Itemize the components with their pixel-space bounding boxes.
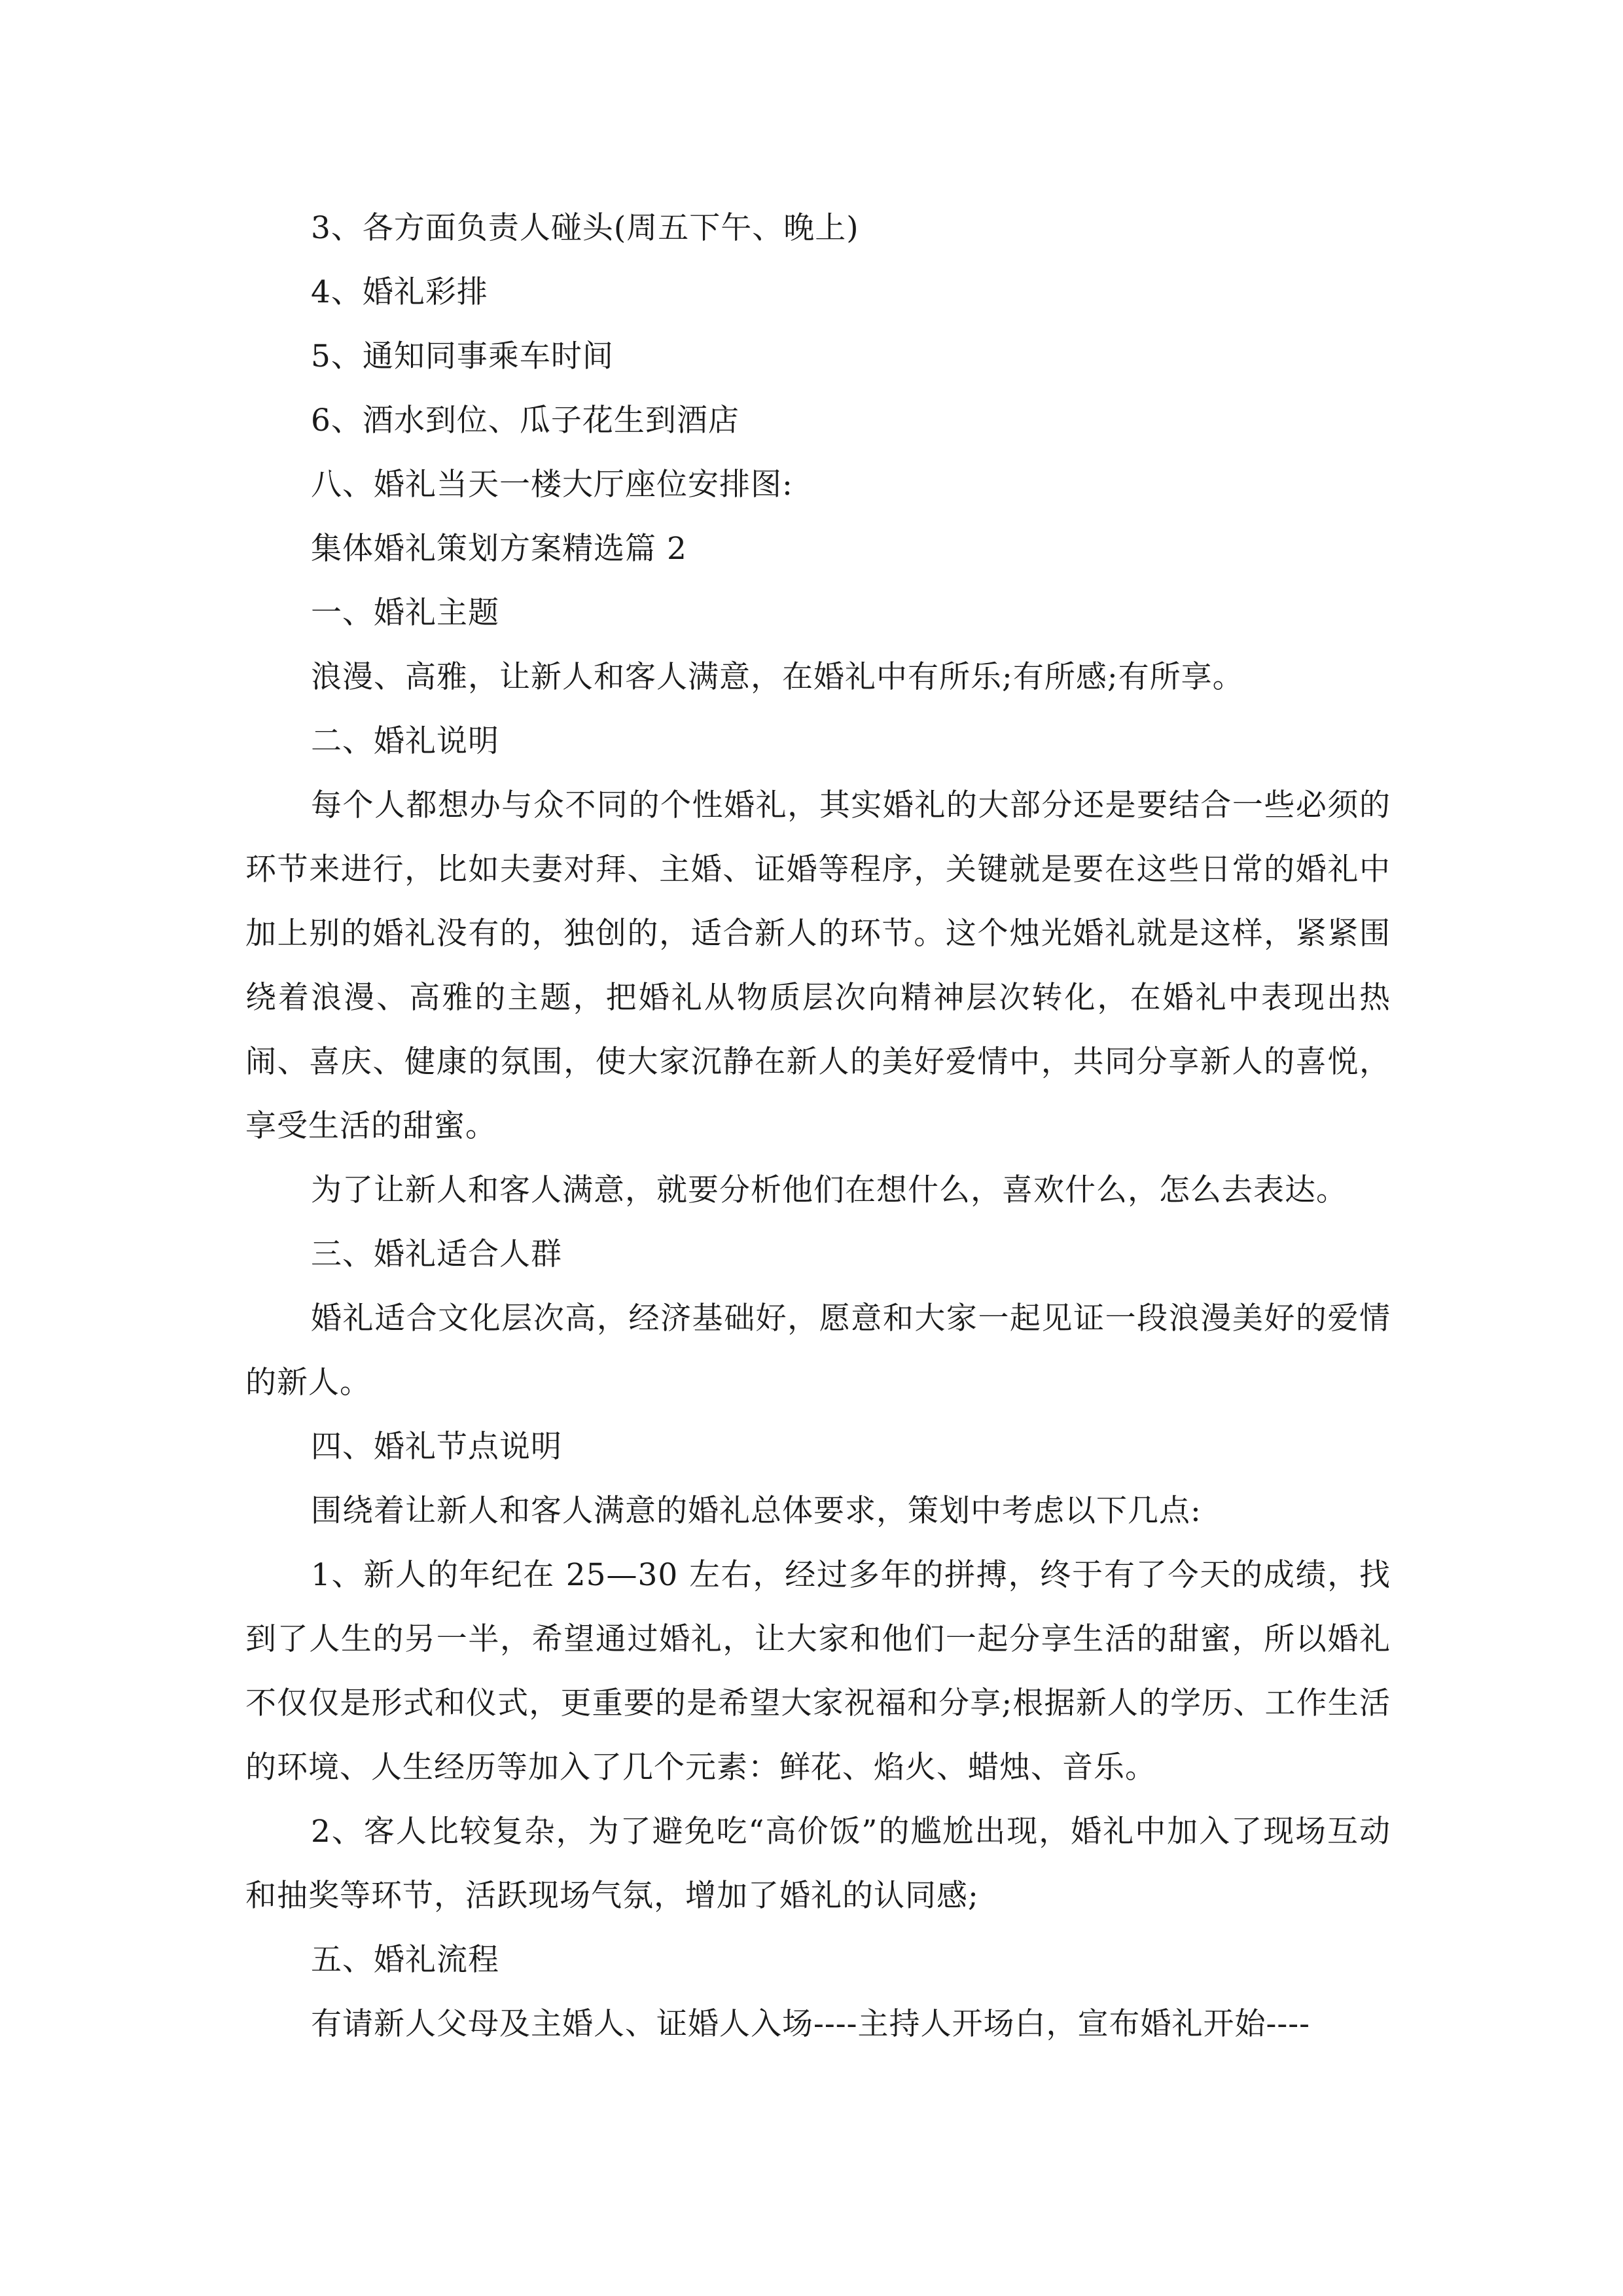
audience-paragraph: 婚礼适合文化层次高，经济基础好，愿意和大家一起见证一段浪漫美好的爱情的新人。 (245, 1300, 1391, 1401)
point-2-paragraph: 2、客人比较复杂，为了避免吃“高价饭”的尴尬出现，婚礼中加入了现场互动和抽奖等环节，活跃现场气氛，增加了婚礼的认同感; (245, 1814, 1391, 1914)
section-heading-8: 八、婚礼当天一楼大厅座位安排图: (311, 467, 793, 503)
requirements-paragraph: 围绕着让新人和客人满意的婚礼总体要求，策划中考虑以下几点: (311, 1493, 1202, 1529)
list-item-4: 4、婚礼彩排 (311, 274, 488, 310)
list-item-3: 3、各方面负责人碰头(周五下午、晚上) (311, 210, 859, 246)
list-item-6: 6、酒水到位、瓜子花生到酒店 (311, 403, 740, 439)
article-title: 集体婚礼策划方案精选篇 2 (311, 531, 687, 567)
process-paragraph: 有请新人父母及主婚人、证婚人入场----主持人开场白，宣布婚礼开始---- (311, 2006, 1311, 2042)
section-heading-1: 一、婚礼主题 (311, 595, 499, 631)
analysis-paragraph: 为了让新人和客人满意，就要分析他们在想什么，喜欢什么，怎么去表达。 (311, 1172, 1347, 1208)
list-item-5: 5、通知同事乘车时间 (311, 338, 614, 374)
section-heading-5: 五、婚礼流程 (311, 1942, 499, 1978)
description-paragraph: 每个人都想办与众不同的个性婚礼，其实婚礼的大部分还是要结合一些必须的环节来进行，比如夫妻对拜、主婚、证婚等程序，关键就是要在这些日常的婚礼中加上别的婚礼没有的，独创的，适合新人的环节。这个烛光婚礼就是这样，紧紧围绕着浪漫、高雅的主题，把婚礼从物质层次向精神层次转化，在婚礼中表现出热闹、喜庆、健康的氛围，使大家沉静在新人的美好爱情中，共同分享新人的喜悦，享受生活的甜蜜。 (245, 787, 1391, 1144)
document-page (245, 196, 1391, 2056)
section-heading-4: 四、婚礼节点说明 (311, 1429, 562, 1465)
theme-paragraph: 浪漫、高雅，让新人和客人满意，在婚礼中有所乐;有所感;有所享。 (311, 659, 1244, 695)
section-heading-2: 二、婚礼说明 (311, 723, 499, 759)
section-heading-3: 三、婚礼适合人群 (311, 1236, 562, 1272)
point-1-paragraph: 1、新人的年纪在 25—30 左右，经过多年的拼搏，终于有了今天的成绩，找到了人生的另一半，希望通过婚礼，让大家和他们一起分享生活的甜蜜，所以婚礼不仅仅是形式和仪式，更重要的是希望大家祝福和分享;根据新人的学历、工作生活的环境、人生经历等加入了几个元素：鲜花、焰火、蜡烛、音乐。 (245, 1557, 1391, 1785)
